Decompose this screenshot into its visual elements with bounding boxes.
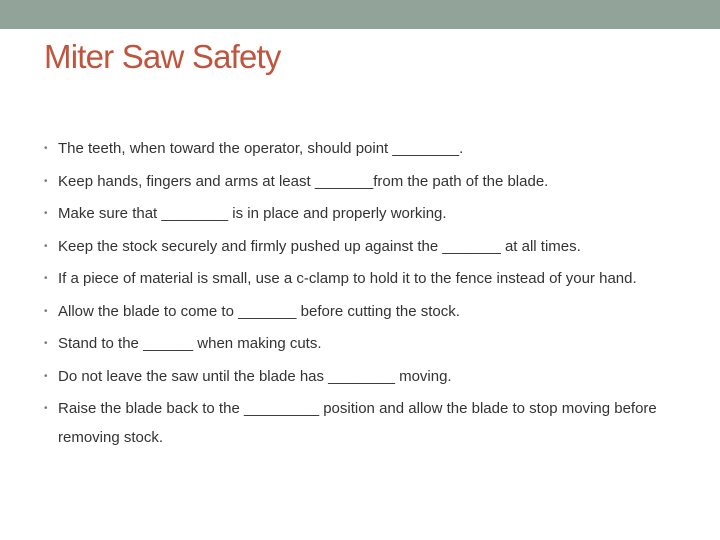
bullet-marker: • (44, 143, 48, 154)
bullet-text: Keep the stock securely and firmly pushed up against the _______ at all times. (58, 237, 581, 255)
bullet-item (44, 297, 684, 326)
bullet-marker: • (44, 208, 48, 219)
bullet-text: Raise the blade back to the _________ position and allow the blade to stop moving before removing stock. (58, 400, 657, 446)
bullet-text: Make sure that ________ is in place and properly working. (58, 205, 447, 222)
bullet-marker: • (44, 370, 48, 382)
bullet-text: Stand to the ______ when making cuts. (58, 335, 322, 352)
bullet-item (44, 394, 684, 452)
bullet-text: If a piece of material is small, use a c-clamp to hold it to the fence instead of your hand. (58, 270, 637, 287)
bullet-text: The teeth, when toward the operator, should point ________. (58, 140, 464, 157)
bullet-text: Keep hands, fingers and arms at least _______from the path of the blade. (58, 172, 549, 190)
top-accent-bar (0, 0, 720, 29)
bullet-item (44, 362, 684, 391)
bullet-item (44, 199, 684, 228)
bullet-text: Do not leave the saw until the blade has ________ moving. (58, 367, 452, 385)
bullet-marker: • (44, 403, 48, 414)
bullet-marker: • (44, 305, 48, 317)
bullet-item (44, 134, 684, 163)
bullet-marker: • (44, 273, 48, 284)
bullet-item (44, 329, 684, 358)
bullet-list (44, 134, 684, 456)
bullet-item (44, 264, 684, 293)
bullet-item (44, 232, 684, 261)
slide-title: Miter Saw Safety (44, 38, 281, 75)
bullet-marker: • (44, 338, 48, 349)
bullet-marker: • (44, 240, 48, 252)
bullet-marker: • (44, 175, 48, 187)
bullet-text: Allow the blade to come to _______ before cutting the stock. (58, 302, 460, 320)
bullet-item (44, 167, 684, 196)
